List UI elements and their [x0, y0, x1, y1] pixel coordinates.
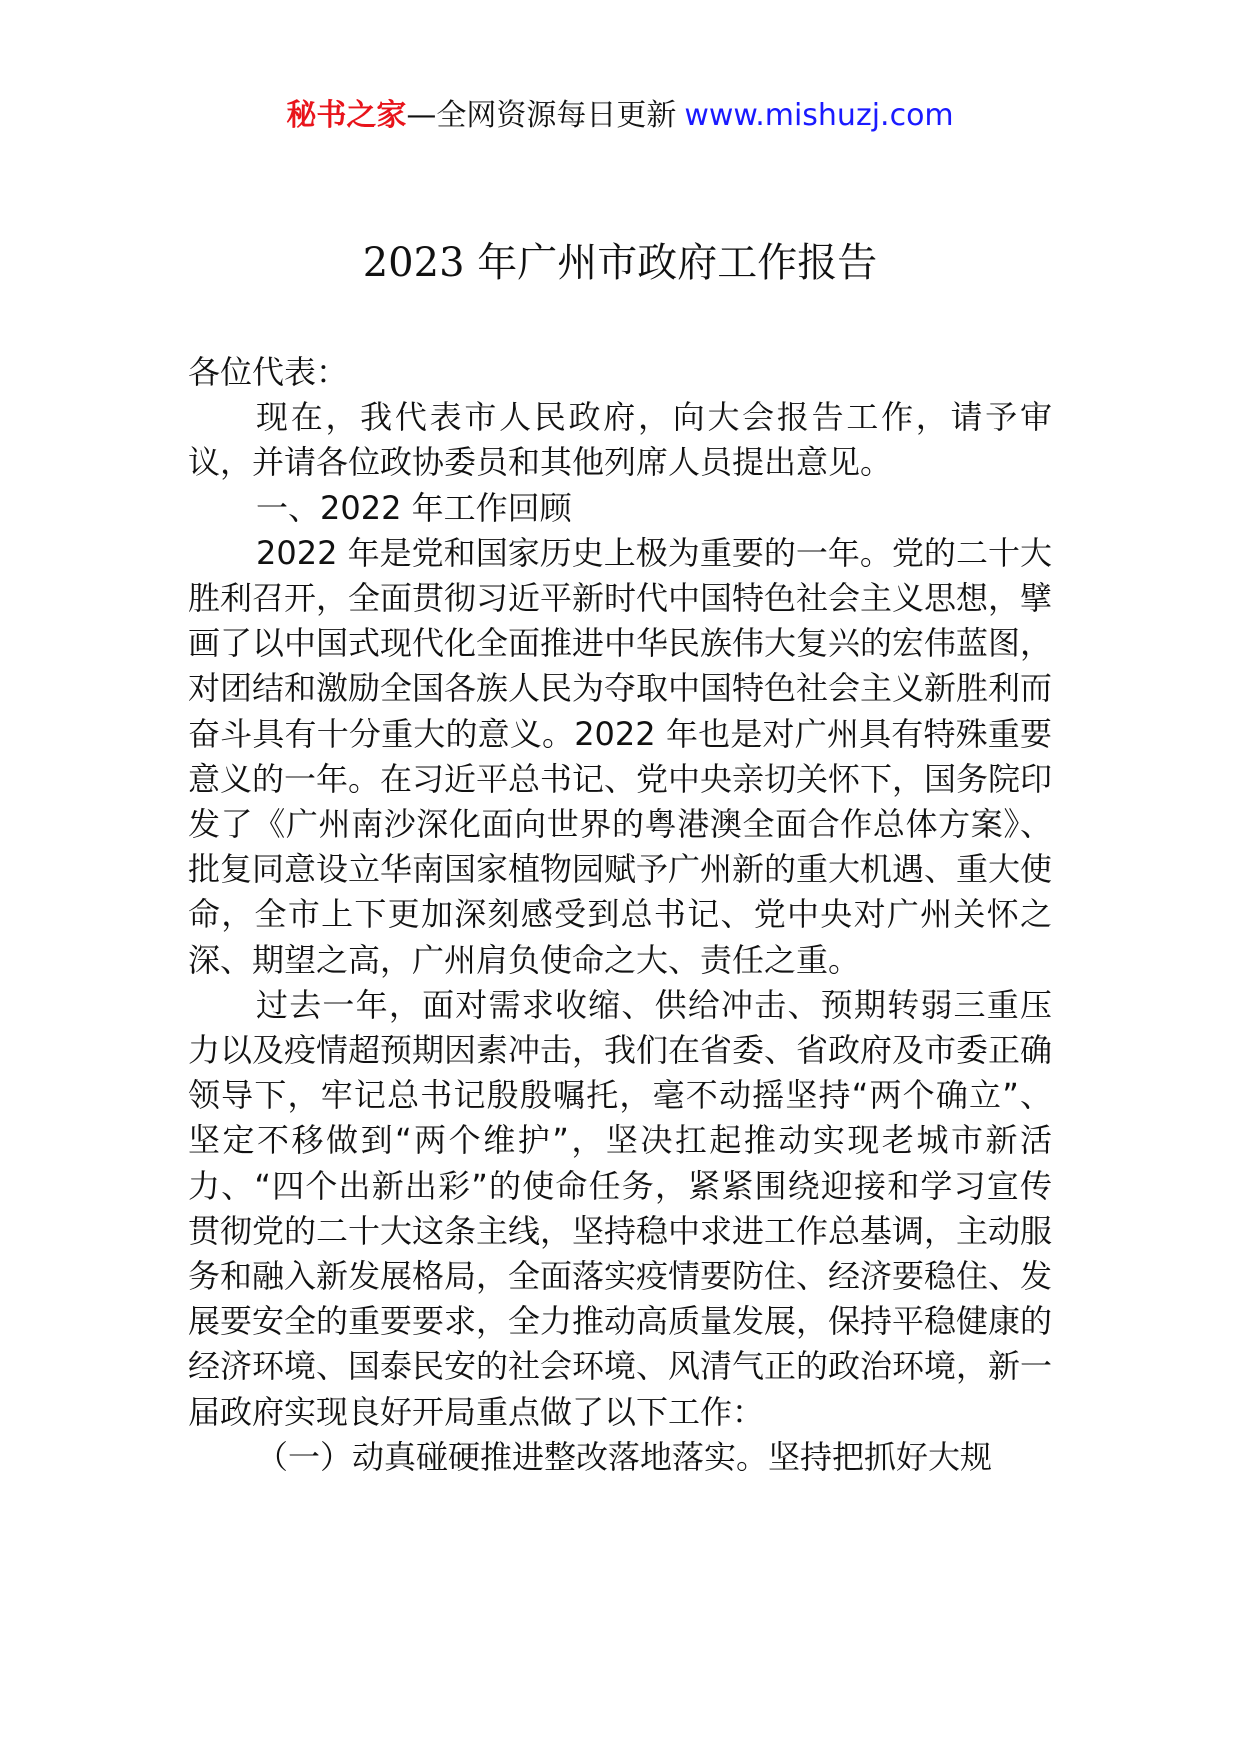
body-paragraph: 2022 年是党和国家历史上极为重要的一年。党的二十大胜利召开，全面贯彻习近平新时代中国特色社会主义思想，擘画了以中国式现代化全面推进中华民族伟大复兴的宏伟蓝图，对团结和激励全国各族人民为夺取中国特色社会主义新胜利而奋斗具有十分重大的意义。2022 年也是对广州具有特殊重要意义的一年。在习近平总书记、党中央亲切关怀下，国务院印发了《广州南沙深化面向世界的粤港澳全面合作总体方案》、批复同意设立华南国家植物园赋予广州新的重大机遇、重大使命，全市上下更加深刻感受到总书记、党中央对广州关怀之深、期望之高，广州肩负使命之大、责任之重。 — [188, 533, 1053, 979]
salutation: 各位代表： — [188, 353, 349, 391]
body-paragraph: 过去一年，面对需求收缩、供给冲击、预期转弱三重压力以及疫情超预期因素冲击，我们在省委、省政府及市委正确领导下，牢记总书记殷殷嘱托，毫不动摇坚持“两个确立”、坚定不移做到“两个维护”，坚决扛起推动实现老城市新活力、“四个出新出彩”的使命任务，紧紧围绕迎接和学习宣传贯彻党的二十大这条主线，坚持稳中求进工作总基调，主动服务和融入新发展格局，全面落实疫情要防住、经济要稳住、发展要安全的重要要求，全力推动高质量发展，保持平稳健康的经济环境、国泰民安的社会环境、风清气正的政治环境，新一届政府实现良好开局重点做了以下工作： — [188, 985, 1053, 1431]
body-paragraph: （一）动真碰硬推进整改落地落实。坚持把抓好大规 — [256, 1437, 993, 1476]
site-url-link[interactable]: www.mishuzj.com — [684, 98, 954, 133]
brand-name: 秘书之家 — [286, 98, 407, 133]
page-title: 2023 年广州市政府工作报告 — [362, 240, 878, 286]
document-body — [188, 350, 1052, 1480]
tagline: —全网资源每日更新 — [406, 98, 677, 133]
site-header — [0, 98, 1240, 134]
section-heading: 一、2022 年工作回顾 — [256, 488, 572, 527]
body-paragraph: 现在，我代表市人民政府，向大会报告工作，请予审议，并请各位政协委员和其他列席人员提出意见。 — [188, 398, 1052, 482]
